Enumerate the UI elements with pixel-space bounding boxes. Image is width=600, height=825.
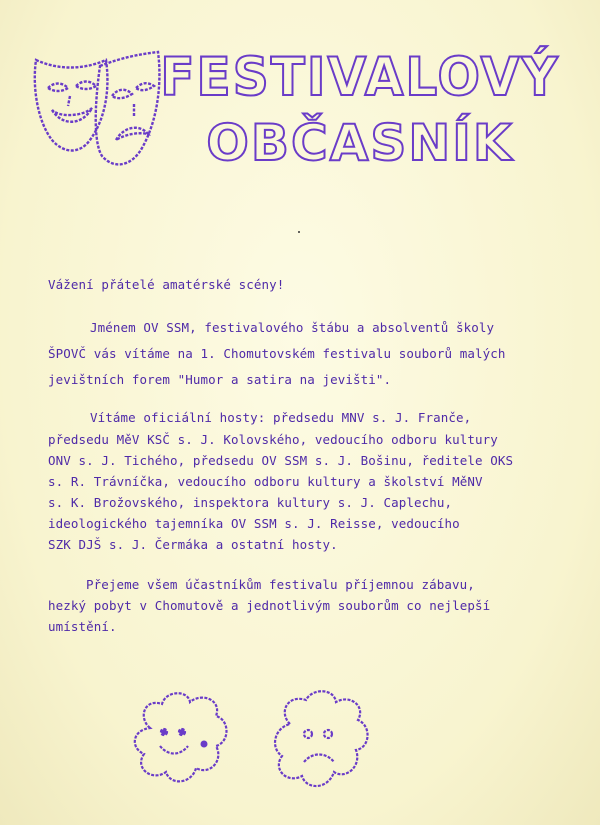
salutation: Vážení přátelé amatérské scény! <box>48 277 285 292</box>
happy-face-icon <box>135 693 227 781</box>
masthead-title-line2: OBČASNÍK <box>206 114 514 172</box>
sad-face-icon <box>275 691 368 786</box>
paragraph2-line5: s. K. Brožovského, inspektora kultury s. J. Caplechu, <box>48 495 453 510</box>
paragraph2-line7: SZK DJŠ s. J. Čermáka a ostatní hosty. <box>48 537 338 552</box>
masthead-title-line1: FESTIVALOVÝ <box>160 46 560 108</box>
paragraph2-line6: ideologického tajemníka OV SSM s. J. Reisse, vedoucího <box>48 516 460 531</box>
flower-faces-stamp <box>130 688 380 798</box>
paragraph1-line1: Jménem OV SSM, festivalového štábu a absolventů školy <box>90 320 495 335</box>
paragraph3-line1: Přejeme všem účastníkům festivalu příjemnou zábavu, <box>86 577 475 592</box>
paragraph1-line2: ŠPOVČ vás vítáme na 1. Chomutovském festivalu souborů malých <box>48 346 506 361</box>
paragraph3-line2: hezký pobyt v Chomutově a jednotlivým souborům co nejlepší <box>48 598 491 613</box>
theatre-masks-icon <box>28 48 163 176</box>
paragraph2-line4: s. R. Trávníčka, vedoucího odboru kultury a školství MěNV <box>48 474 483 489</box>
paragraph2-line3: ONV s. J. Tichého, předsedu OV SSM s. J. Bošinu, ředitele OKS <box>48 453 514 468</box>
paragraph3-line3: umístění. <box>48 619 117 634</box>
paragraph2-line2: předsedu MěV KSČ s. J. Kolovského, vedoucího odboru kultury <box>48 432 498 447</box>
paper-speck <box>298 231 300 233</box>
paragraph2-line1: Vítáme oficiální hosty: předsedu MNV s. J. Franče, <box>90 410 472 425</box>
paragraph1-line3: jevištních forem "Humor a satira na jevišti". <box>48 372 392 387</box>
